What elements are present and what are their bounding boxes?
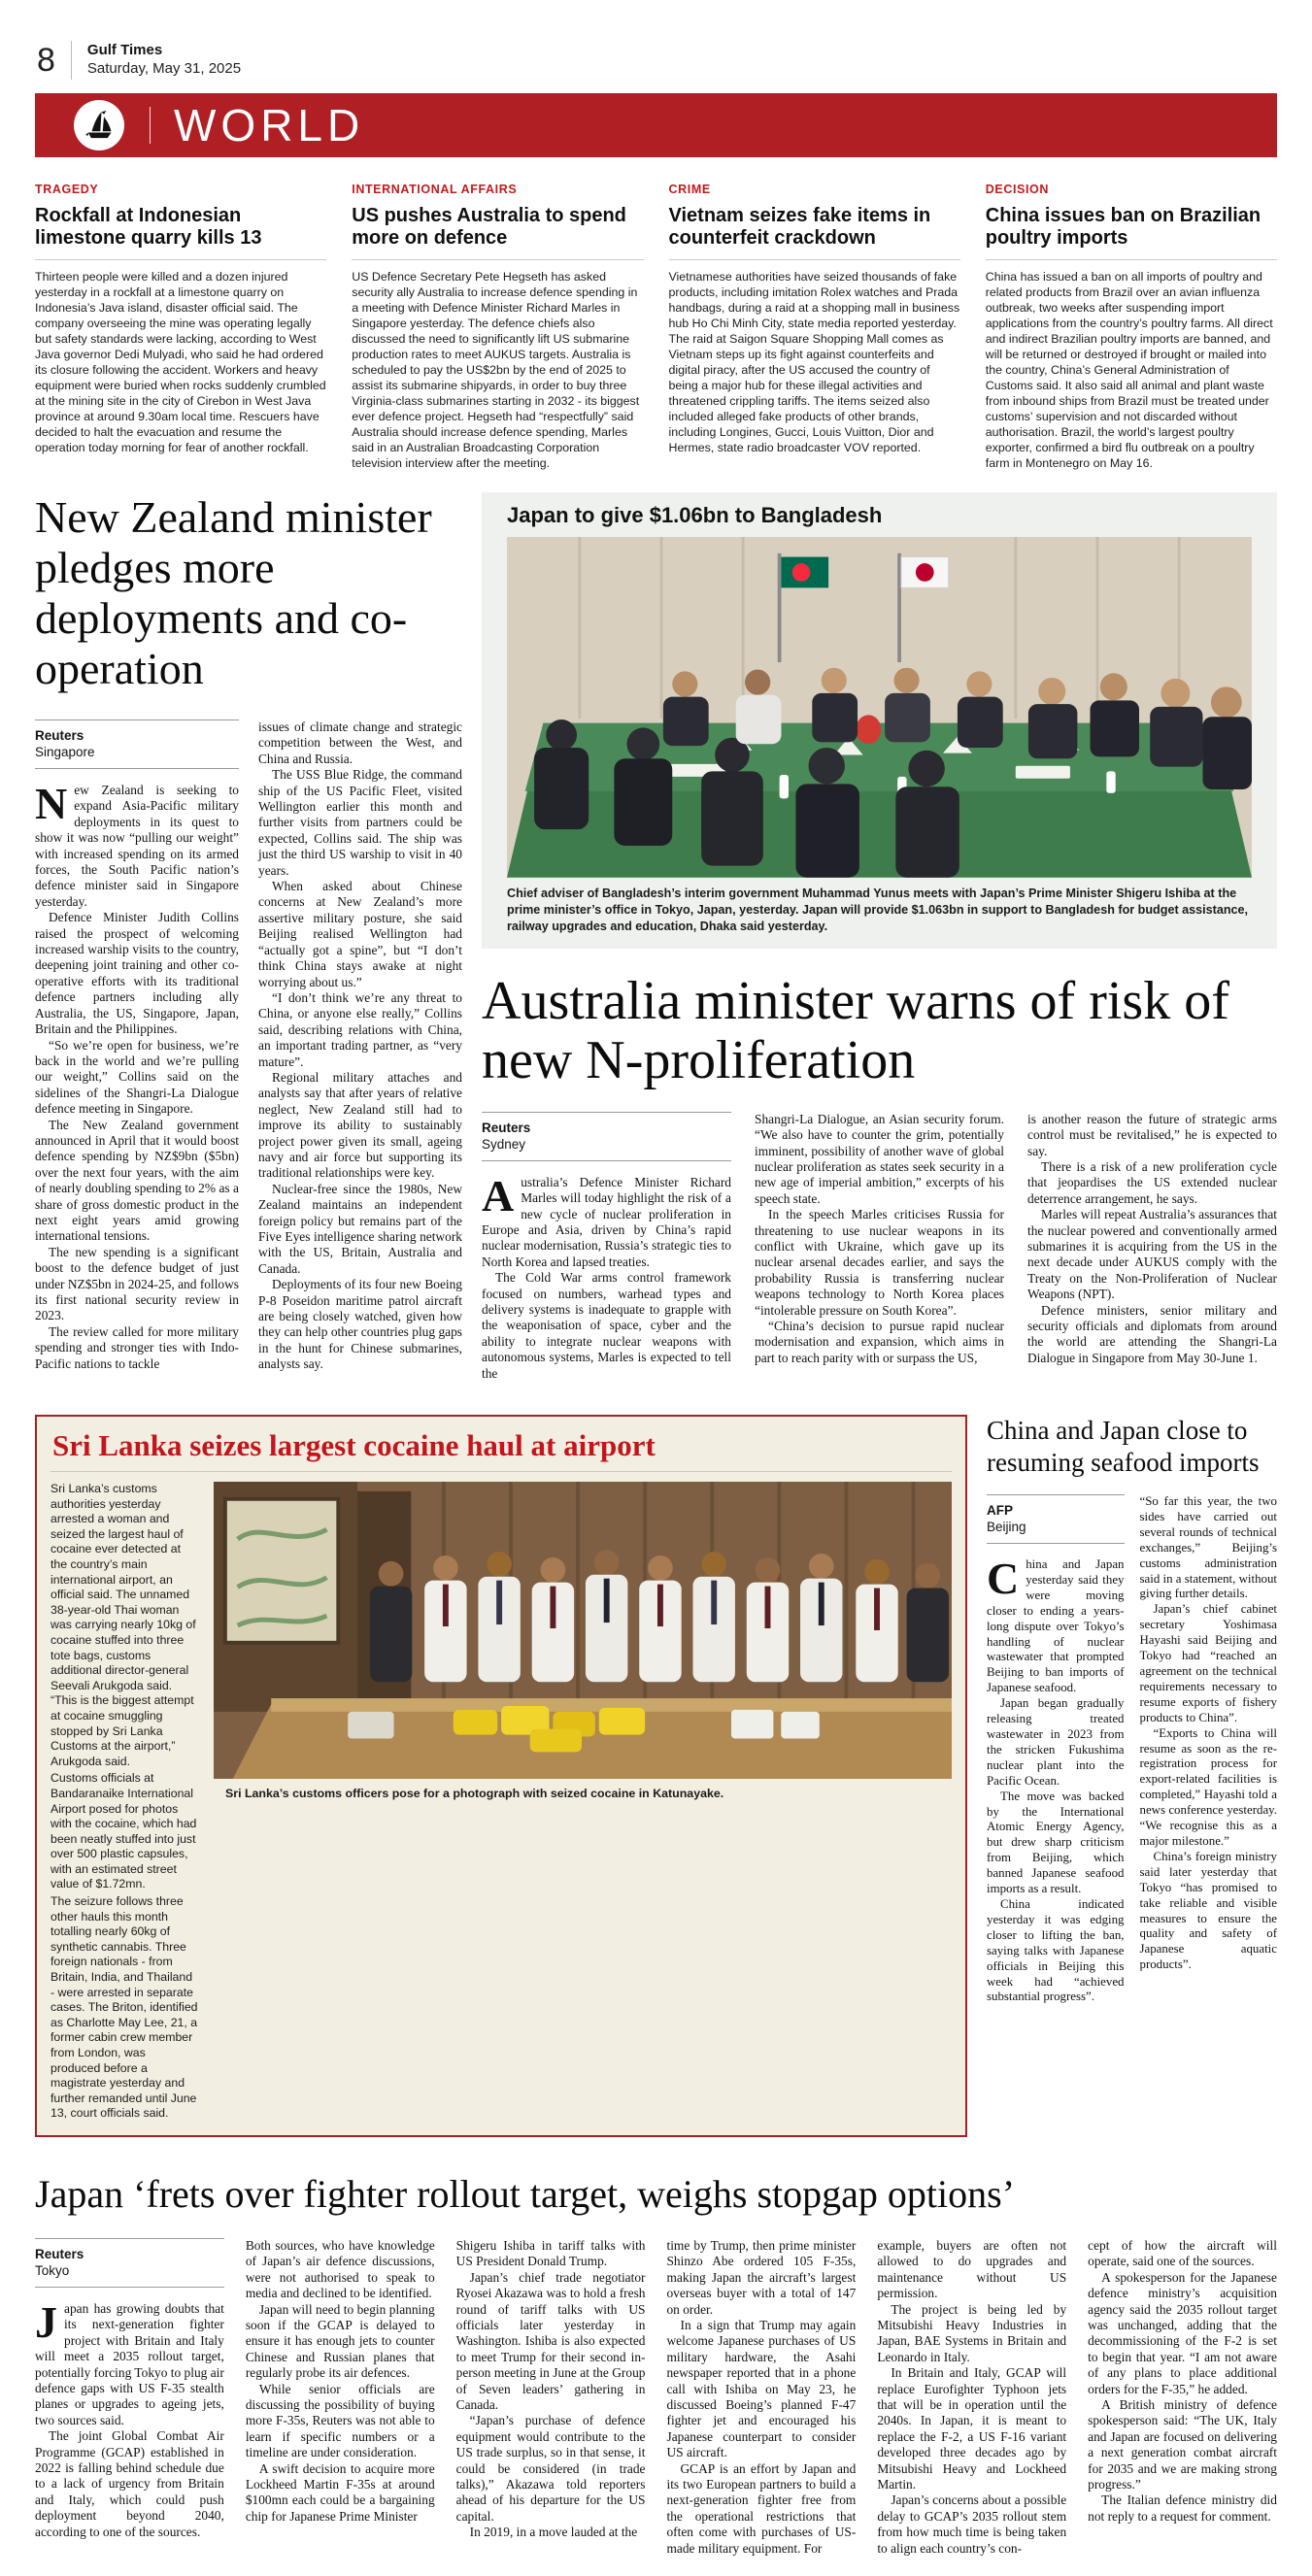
japan-bangladesh-photo-block xyxy=(482,492,1277,949)
brief-body: Vietnamese authorities have seized thousands of fake products, including imitation Rolex watches and Prada handbags, during a raid at a shopping mall in business hub Ho Chi Minh City, state media reported yesterday. The raid at Saigon Square Shopping Mall comes as Vietnam steps up its fight against counterfeits and digital piracy, after the US accused the country of being a major hub for these illegal activities and threatened crippling tariffs. The items seized also included alleged fake products of other brands, including Longines, Gucci, Louis Vuitton, Dior and Hermes, state radio broadcaster VOV reported. xyxy=(668,270,960,454)
paragraph: cept of how the aircraft will operate, said one of the sources. xyxy=(1088,2237,1277,2269)
column-text xyxy=(666,2238,856,2557)
article-text-column xyxy=(50,1482,198,2124)
paragraph: example, buyers are often not allowed to do upgrades and maintenance without US permission. xyxy=(877,2237,1067,2301)
paragraph: Shangri-La Dialogue, an Asian security forum. “We also have to counter the grim, potentially imminent, possibility of another wave of global nuclear proliferation as states seek security in a new age of imperial ambition,” excerpts of his speech state. xyxy=(755,1111,1004,1206)
photo-caption: Chief adviser of Bangladesh’s interim government Muhammad Yunus meets with Japan’s Prime Minister Shigeru Ishiba at the prime minister’s office in Tokyo, Japan, yesterday. Japan will provide $1.063bn in support to Bangladesh for budget assistance, railway upgrades and education, Dhaka said yesterday. xyxy=(507,886,1249,933)
paragraph: The New Zealand government announced in April that it would boost defence spending by NZ$9bn ($5bn) over the next four years, with the aim of nearly doubling spending to 2% as a share of gross domestic product in the next eight years amid growing international tensions. xyxy=(35,1117,239,1244)
dhow-boat-icon xyxy=(74,100,124,151)
paragraph: In Britain and Italy, GCAP will replace Eurofighter Typhoon jets that will be in operation until the 2040s. In Japan, it is meant to replace the F-2, a US F-16 variant developed three decades ago by Mitsubishi Heavy and Lockheed Martin. xyxy=(877,2365,1067,2492)
byline-agency: AFP xyxy=(987,1503,1013,1519)
paragraph: “Japan’s purchase of defence equipment would contribute to the US trade surplus, so in that sense, it could be considered (in trade talks),” Akazawa told reporters ahead of his departure for the US capital. xyxy=(455,2413,646,2524)
section-masthead xyxy=(35,93,1277,157)
article-china-japan-seafood xyxy=(987,1415,1277,2137)
paragraph: The review called for more military spending and stronger ties with Indo-Pacific nations to tackle xyxy=(35,1323,239,1371)
brief-body: Thirteen people were killed and a dozen injured yesterday in a rockfall at a limestone quarry on Indonesia’s Java island, disaster official said. The company overseeing the mine was operating legally but safety standards were lacking, according to West Java governor Dedi Mulyadi, who said he had ordered its closure following the accident. Workers and heavy equipment were buried when rocks suddenly crumbled at the mining site in the city of Cirebon in West Java province at around 9.30am local time. Rescuers have decided to halt the evacuation and resume the operation today morning for fear of another rockfall. xyxy=(35,270,326,454)
paragraph: The move was backed by the International Atomic Energy Agency, but drew sharp criticism from Beijing, which banned Japanese seafood imports as a result. xyxy=(987,1789,1125,1896)
paragraph: Japan has growing doubts that its next-generation fighter project with Britain and Italy will meet a 2035 rollout target, potentially forcing Tokyo to plug air defence gaps with US F-35 stealth planes or upgrades to ageing jets, two sources said. xyxy=(35,2296,224,2427)
article-columns xyxy=(35,2238,1277,2557)
brief-international-affairs xyxy=(352,183,643,471)
byline xyxy=(987,1494,1125,1544)
rule xyxy=(35,259,326,260)
article-column-6 xyxy=(1088,2238,1277,2557)
paragraph: GCAP is an effort by Japan and its two European partners to build a next-generation fighter free from the operational restrictions that often come with purchases of US-made military equipment. For xyxy=(666,2460,857,2556)
article-column-2 xyxy=(258,719,462,1373)
main-content-row xyxy=(35,492,1277,1382)
secondary-content-row xyxy=(35,1415,1277,2137)
rule xyxy=(669,259,960,260)
paragraph: The seizure follows three other hauls this month totalling nearly 60kg of synthetic cannabis. Three foreign nationals - from Britain, India, and Thailand - were arrested in separate cases. The Briton, identified as Charlotte May Lee, 21, a former cabin crew member from London, was produced before a magistrate yesterday and further remanded until June 13, court officials said. xyxy=(50,1894,198,2121)
paragraph: Customs officials at Bandaranaike International Airport posed for photos with the cocaine, which had been neatly stuffed into just over 500 plastic capsules, with an estimated street value of $1.72mn. xyxy=(50,1771,197,1891)
photo-headline: Japan to give $1.06bn to Bangladesh xyxy=(507,503,883,527)
paragraph: time by Trump, then prime minister Shinzo Abe ordered 105 F-35s, making Japan the aircraft’s largest overseas buyer with a total of 147 on order. xyxy=(666,2237,857,2317)
paragraph: In a sign that Trump may again welcome Japanese purchases of US military hardware, the Asahi newspaper reported that in a phone call with Ishiba on May 23, he discussed Boeing’s planned F-47 fighter jet and encouraged his Japanese counterpart to consider US aircraft. xyxy=(666,2318,857,2460)
article-headline: Japan ‘frets over fighter rollout target, weighs stopgap options’ xyxy=(35,2171,1016,2216)
kicker: CRIME xyxy=(668,183,711,196)
paper-info xyxy=(87,42,241,79)
column-text xyxy=(35,779,239,1372)
paragraph: China’s foreign ministry said later yesterday that Tokyo “has promised to take reliable and visible measures to ensure the quality and safety of Japanese aquatic products”. xyxy=(1139,1849,1277,1972)
article-content xyxy=(50,1482,952,2124)
column-text xyxy=(877,2238,1066,2557)
byline xyxy=(35,719,239,769)
brief-decision xyxy=(986,183,1277,471)
paragraph: When asked about Chinese concerns at New Zealand’s more assertive military posture, she said Beijing realised Wellington had “actually got a spine”, but “I don’t think China stays awake at night worrying about us.” xyxy=(258,879,462,989)
paragraph: The Cold War arms control framework focused on numbers, warhead types and delivery systems is inadequate to grapple with the weaponisation of space, cyber and the ability to integrate nuclear weapons with autonomous systems, Marles is expected to tell the xyxy=(482,1270,731,1381)
masthead-divider xyxy=(150,107,151,144)
article-column-3 xyxy=(456,2238,646,2557)
meeting-photo xyxy=(482,537,1277,878)
paragraph: A spokesperson for the Japanese defence ministry’s acquisition agency said the 2035 rollout target was unchanged, adding that the decommissioning of the F-2 is set to begin that year. “I am not aware of any plans to place additional orders for the F-35,” he added. xyxy=(1088,2269,1277,2396)
customs-photo-wrap xyxy=(214,1482,952,2124)
page-header xyxy=(35,35,1277,89)
paragraph: Defence ministers, senior military and security officials and diplomats from around the world are attending the Shangri-La Dialogue in Singapore from May 30-June 1. xyxy=(1027,1302,1277,1365)
rule xyxy=(352,259,643,260)
brief-headline: Rockfall at Indonesian limestone quarry kills 13 xyxy=(35,205,262,249)
paragraph: Nuclear-free since the 1980s, New Zealand maintains an independent foreign policy but remains part of the Five Eyes intelligence sharing network with the US, Britain, Australia and Canada. xyxy=(258,1181,462,1276)
paragraph: A British ministry of defence spokesperson said: “The UK, Italy and Japan are focused on delivering a next generation combat aircraft for 2035 and we are making strong progress.” xyxy=(1088,2397,1277,2492)
paper-name: Gulf Times xyxy=(86,42,163,59)
paragraph: There is a risk of a new proliferation cycle that jeopardises the US extended nuclear deterrence arrangement, he says. xyxy=(1027,1158,1277,1206)
byline xyxy=(482,1112,731,1161)
column-text xyxy=(35,2296,224,2540)
article-columns xyxy=(482,1112,1277,1382)
paragraph: issues of climate change and strategic competition between the West, and China and Russia. xyxy=(258,719,462,766)
paragraph: Deployments of its four new Boeing P-8 Poseidon maritime patrol aircraft are being closely watched, given how they can help other countries plug gaps in the hunt for Chinese submarines, analysts say. xyxy=(258,1277,462,1372)
column-text xyxy=(987,1554,1125,2005)
brief-tragedy xyxy=(35,183,326,471)
paragraph: In 2019, in a move lauded at the xyxy=(469,2525,638,2540)
paragraph: Japan’s chief cabinet secretary Yoshimasa Hayashi said Beijing and Tokyo had “reached an agreement on the technical requirements necessary to resume exports of fishery products to China”. xyxy=(1139,1602,1277,1724)
paper-date: Saturday, May 31, 2025 xyxy=(86,60,242,77)
brief-crime xyxy=(669,183,960,471)
paragraph: In the speech Marles criticises Russia for threatening to use nuclear weapons in its conflict with Ukraine, which gave up its nuclear arsenal decades earlier, and says the probability Russia is transferring nuclear weapons technology to North Korea places “intolerable pressure on South Korea”. xyxy=(755,1207,1004,1318)
meeting-photo-illustration xyxy=(507,537,1252,878)
byline-location: Sydney xyxy=(482,1136,526,1152)
paragraph: Japan will need to begin planning soon if the GCAP is delayed to ensure it has enough jets to counter Chinese and Russian planes that regularly probe its air defences. xyxy=(245,2301,435,2381)
article-column-3 xyxy=(1027,1112,1277,1382)
article-column-5 xyxy=(877,2238,1066,2557)
paragraph: Defence Minister Judith Collins raised the prospect of welcoming increased warship visits to the country, deepening joint training and other co-operative efforts with its traditional defence partners including ally Australia, the US, Singapore, Japan, Britain and the Philippines. xyxy=(35,910,239,1037)
news-briefs-row xyxy=(35,183,1277,471)
header-divider xyxy=(71,41,72,80)
article-columns xyxy=(987,1494,1277,2005)
column-text xyxy=(1140,1494,1278,1973)
byline-location: Singapore xyxy=(35,745,95,759)
article-sri-lanka-cocaine xyxy=(35,1415,967,2137)
column-text xyxy=(1027,1112,1277,1367)
article-column-2 xyxy=(1140,1494,1278,2005)
article-japan-fighter xyxy=(35,2172,1277,2557)
kicker: TRAGEDY xyxy=(35,183,99,196)
article-columns xyxy=(35,719,462,1373)
page-number: 8 xyxy=(37,42,55,79)
brief-headline: US pushes Australia to spend more on defence xyxy=(352,205,626,249)
byline xyxy=(35,2238,224,2288)
article-column-2 xyxy=(246,2238,435,2557)
column-text xyxy=(755,1112,1004,1367)
column-text xyxy=(246,2238,435,2525)
article-australia-nproliferation xyxy=(482,972,1277,1382)
column-text xyxy=(258,719,462,1373)
photo-caption: Sri Lanka’s customs officers pose for a photograph with seized cocaine in Katunayake. xyxy=(225,1787,724,1800)
paragraph: “I don’t think we’re any threat to China, or anyone else really,” Collins said, describing relations with China, an important trading partner, as “very mature”. xyxy=(258,989,462,1069)
customs-photo-illustration xyxy=(214,1482,952,1779)
brief-body: China has issued a ban on all imports of poultry and related products from Brazil over an avian influenza outbreak, two weeks after suspending import applications from the country’s poultry farms. All direct and indirect Brazilian poultry imports are banned, and will be returned or destroyed if brought or mailed into the country, China’s General Administration of Customs said. It also said all animal and plant waste from inbound ships from Brazil must be treated under customs’ supervision and not discarded without authorisation. Brazil, the world’s largest poultry exporter, confirmed a bird flu outbreak on a poultry farm in Montenegro on May 16. xyxy=(985,270,1273,470)
article-headline: China and Japan close to resuming seafood imports xyxy=(987,1416,1260,1478)
paragraph: “China’s decision to pursue rapid nuclear modernisation and expansion, which aims in part to reach parity with or surpass the US, xyxy=(755,1319,1004,1365)
byline-agency: Reuters xyxy=(482,1120,531,1135)
column-text xyxy=(456,2238,646,2541)
paragraph: Japan began gradually releasing treated wastewater in 2023 from the stricken Fukushima nuclear plant into the Pacific Ocean. xyxy=(987,1696,1125,1788)
paragraph: The project is being led by Mitsubishi Heavy Industries in Japan, BAE Systems in Britain and Leonardo in Italy. xyxy=(877,2301,1067,2364)
article-column-1 xyxy=(35,719,239,1373)
paragraph: “So far this year, the two sides have carried out several rounds of technical exchanges,” Beijing’s customs administration said in a statement, without giving further details. xyxy=(1139,1494,1277,1601)
kicker: INTERNATIONAL AFFAIRS xyxy=(352,183,518,196)
paragraph: China indicated yesterday it was edging closer to lifting the ban, saying talks with Japanese officials in Beijing this week had “achieved substantial progress”. xyxy=(987,1896,1125,2004)
paragraph: The joint Global Combat Air Programme (GCAP) established in 2022 is falling behind schedule due to a lack of urgency from Britain and Italy, which could push deployment beyond 2040, according to one of the sources. xyxy=(35,2428,224,2539)
paragraph: “Exports to China will resume as soon as the re-registration process for export-related facilities is completed,” Hayashi told a news conference yesterday. “We recognise this as a major milestone.” xyxy=(1139,1725,1277,1848)
paragraph: Marles will repeat Australia’s assurances that the nuclear powered and conventionally armed submarines it is acquiring from the US in the next decade under AUKUS comply with the Treaty on the Non-Proliferation of Nuclear Weapons (NPT). xyxy=(1027,1207,1277,1302)
kicker: DECISION xyxy=(985,183,1049,196)
paragraph: “So we’re open for business, we’re back in the world and we’re pulling our weight,” Collins said on the sidelines of the Shangri-La Dialogue defence meeting in Singapore. xyxy=(35,1037,239,1117)
paragraph: While senior officials are discussing the possibility of buying more F-35s, Reuters was not able to learn if specific numbers or a timeline are under consideration. xyxy=(245,2381,435,2460)
brief-headline: China issues ban on Brazilian poultry imports xyxy=(985,205,1262,249)
article-headline: Sri Lanka seizes largest cocaine haul at airport xyxy=(50,1426,952,1472)
paragraph: Japan’s concerns about a possible delay to GCAP’s 2035 rollout stem from how much time is being taken to align each country’s con- xyxy=(877,2492,1067,2556)
column-text xyxy=(1088,2238,1277,2525)
byline-location: Beijing xyxy=(987,1520,1026,1535)
byline-agency: Reuters xyxy=(35,2246,84,2261)
article-column-4 xyxy=(666,2238,856,2557)
paragraph: Shigeru Ishiba in tariff talks with US President Donald Trump. xyxy=(455,2237,646,2269)
brief-body: US Defence Secretary Pete Hegseth has asked security ally Australia to increase defence spending in a meeting with Defence Minister Richard Marles in Singapore yesterday. The defence chiefs also discussed the need to significantly lift US submarine production rates to meet AUKUS targets. Australia is scheduled to pay the US$2bn by the end of 2025 to assist its submarine shipyards, in order to buy three Virginia-class submarines starting in 2032 - its biggest ever defence project. Hegseth had “respectfully” said Australia should increase defence spending, Marles said in an Australian Broadcasting Corporation television interview after the meeting. xyxy=(352,270,640,470)
article-column-1 xyxy=(987,1494,1125,2005)
paragraph: is another reason the future of strategic arms control must be revitalised,” he is expected to say. xyxy=(1027,1111,1277,1158)
right-content-block xyxy=(482,492,1277,1382)
paragraph: The USS Blue Ridge, the command ship of the US Pacific Fleet, visited Wellington earlier this month and further visits from partners could be expected, Collins said. The ship was just the third US warship to visit in 40 years. xyxy=(258,767,462,878)
brief-headline: Vietnam seizes fake items in counterfeit crackdown xyxy=(668,205,931,249)
article-column-1 xyxy=(35,2238,224,2557)
paragraph: A swift decision to acquire more Lockheed Martin F-35s at around $100mn each could be a bargaining chip for Japanese Prime Minister xyxy=(245,2460,435,2524)
article-headline: Australia minister warns of risk of new N-proliferation xyxy=(482,970,1229,1090)
article-column-1 xyxy=(482,1112,731,1382)
paragraph: Sri Lanka’s customs authorities yesterday arrested a woman and seized the largest haul of cocaine ever detected at the country’s main international airport, an official said. The unnamed 38-year-old Thai woman was carrying nearly 10kg of cocaine stuffed into three tote bags, customs additional director-general Seevali Arukgoda said. “This is the biggest attempt at cocaine smuggling stopped by Sri Lanka Customs at the airport,” Arukgoda said. xyxy=(50,1482,196,1768)
dhow-boat-icon-svg xyxy=(80,106,118,145)
paragraph: New Zealand is seeking to expand Asia-Pacific military deployments in its quest to show it was now “pulling our weight” with increased spending on its armed forces, the South Pacific nation’s defence minister said in Singapore yesterday. xyxy=(35,779,239,909)
paragraph: Both sources, who have knowledge of Japan’s air defence discussions, were not authorised to speak to media and declined to be identified. xyxy=(245,2237,435,2301)
article-headline: New Zealand minister pledges more deployments and co-operation xyxy=(35,492,432,693)
column-text xyxy=(482,1170,731,1382)
paragraph: China and Japan yesterday said they were moving closer to ending a years-long dispute over Tokyo’s handling of nuclear wastewater that prompted Beijing to ban imports of Japanese seafood. xyxy=(987,1554,1125,1695)
article-new-zealand xyxy=(35,492,462,1382)
byline-agency: Reuters xyxy=(35,728,84,743)
paragraph: The Italian defence ministry did not reply to a request for comment. xyxy=(1088,2492,1277,2524)
paragraph: The new spending is a significant boost to the defence budget of just under NZ$5bn in 2024-25, and follows its first national security review in 2023. xyxy=(35,1244,239,1323)
paragraph: Australia’s Defence Minister Richard Marles will today highlight the risk of a new cycle of nuclear proliferation in Europe and Asia, driven by China’s rapid nuclear modernisation, Russia’s strategic ties to North Korea and lapsed treaties. xyxy=(482,1170,731,1269)
byline-location: Tokyo xyxy=(35,2262,70,2278)
paragraph: Japan’s chief trade negotiator Ryosei Akazawa was to hold a fresh round of tariff talks with US officials later yesterday in Washington. Ishiba is also expected to meet Trump for their second in-person meeting in June at the Group of Seven leaders’ gathering in Canada. xyxy=(455,2269,646,2413)
section-title: WORLD xyxy=(174,100,365,151)
article-column-2 xyxy=(755,1112,1004,1382)
rule xyxy=(986,259,1277,260)
paragraph: Regional military attaches and analysts say that after years of relative neglect, New Zealand still had to improve its ability to sustainably project power given its small, ageing navy and air force but supporting its traditional relationships were key. xyxy=(258,1069,462,1181)
